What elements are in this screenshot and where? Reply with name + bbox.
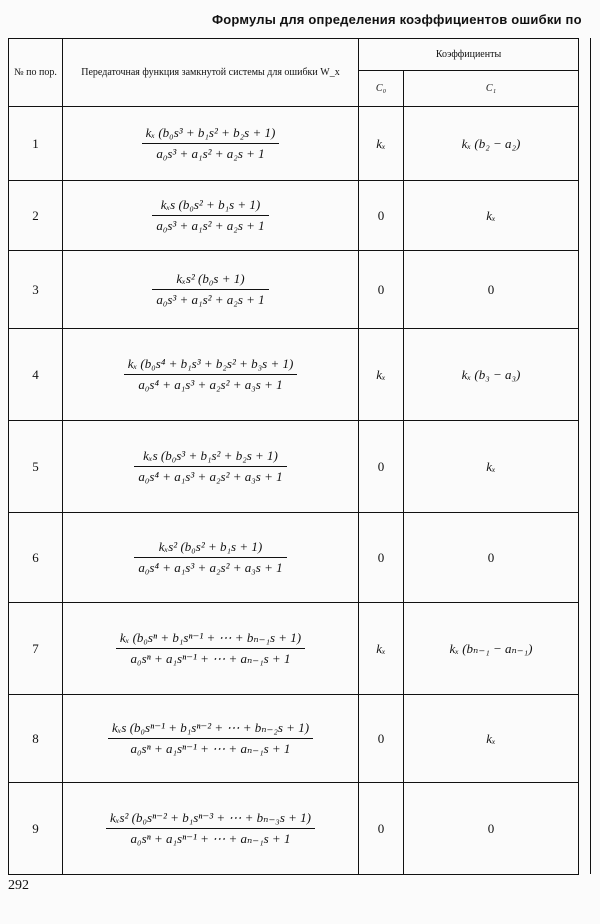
coefficient-c1: kₓ [404, 421, 579, 513]
coefficient-c1: 0 [404, 251, 579, 329]
numerator: kₓ (b₀sⁿ + b₁sⁿ⁻¹ + ⋯ + bₙ₋₁s + 1) [116, 630, 305, 649]
transfer-function [63, 783, 359, 875]
table-row [9, 251, 579, 329]
transfer-function [63, 251, 359, 329]
numerator: kₓ (b₀s³ + b₁s² + b₂s + 1) [142, 125, 280, 144]
numerator: kₓs (b₀s² + b₁s + 1) [152, 197, 268, 216]
coefficient-c1: kₓ [404, 181, 579, 251]
row-number: 2 [9, 181, 63, 251]
coefficients-table [8, 38, 579, 875]
denominator: a₀s³ + a₁s² + a₂s + 1 [156, 218, 265, 233]
denominator: a₀s⁴ + a₁s³ + a₂s² + a₃s + 1 [138, 560, 283, 575]
header-coefficients: Коэффициенты [359, 39, 579, 71]
numerator: kₓs (b₀s³ + b₁s² + b₂s + 1) [134, 448, 286, 467]
coefficient-c1: kₓ [404, 695, 579, 783]
transfer-function [63, 421, 359, 513]
table-row [9, 329, 579, 421]
coefficient-c1: kₓ (bₙ₋₁ − aₙ₋₁) [404, 603, 579, 695]
table-row [9, 107, 579, 181]
table-row [9, 695, 579, 783]
transfer-function [63, 107, 359, 181]
coefficient-c0: kₓ [359, 603, 404, 695]
transfer-function [63, 329, 359, 421]
denominator: a₀sⁿ + a₁sⁿ⁻¹ + ⋯ + aₙ₋₁s + 1 [130, 651, 291, 666]
row-number: 1 [9, 107, 63, 181]
header-number: № по пор. [9, 39, 63, 107]
row-number: 8 [9, 695, 63, 783]
coefficient-c0: 0 [359, 695, 404, 783]
header-c1: C₁ [404, 71, 579, 107]
coefficient-c1: 0 [404, 513, 579, 603]
denominator: a₀s⁴ + a₁s³ + a₂s² + a₃s + 1 [138, 469, 283, 484]
coefficient-c0: 0 [359, 783, 404, 875]
coefficient-c0: kₓ [359, 107, 404, 181]
denominator: a₀s³ + a₁s² + a₂s + 1 [156, 292, 265, 307]
table-row [9, 603, 579, 695]
numerator: kₓs² (b₀sⁿ⁻² + b₁sⁿ⁻³ + ⋯ + bₙ₋₃s + 1) [106, 810, 315, 829]
transfer-function [63, 513, 359, 603]
table-row [9, 181, 579, 251]
row-number: 4 [9, 329, 63, 421]
denominator: a₀s⁴ + a₁s³ + a₂s² + a₃s + 1 [138, 377, 283, 392]
numerator: kₓs² (b₀s + 1) [152, 271, 268, 290]
numerator: kₓs (b₀sⁿ⁻¹ + b₁sⁿ⁻² + ⋯ + bₙ₋₂s + 1) [108, 720, 313, 739]
coefficient-c1: kₓ (b₂ − a₂) [404, 107, 579, 181]
header-transfer-function: Передаточная функция замкнутой системы для ошибки W_x [63, 39, 359, 107]
row-number: 5 [9, 421, 63, 513]
table-row [9, 783, 579, 875]
table-row [9, 513, 579, 603]
row-number: 7 [9, 603, 63, 695]
coefficient-c1: 0 [404, 783, 579, 875]
row-number: 9 [9, 783, 63, 875]
header-c0: C₀ [359, 71, 404, 107]
transfer-function [63, 603, 359, 695]
transfer-function [63, 695, 359, 783]
page-title: Формулы для определения коэффициентов ошибки по [212, 12, 582, 27]
coefficient-c0: 0 [359, 421, 404, 513]
page-number: 292 [8, 878, 29, 893]
table-row [9, 421, 579, 513]
denominator: a₀sⁿ + a₁sⁿ⁻¹ + ⋯ + aₙ₋₁s + 1 [130, 831, 291, 846]
numerator: kₓs² (b₀s² + b₁s + 1) [134, 539, 286, 558]
page-edge-rule [590, 38, 591, 874]
row-number: 3 [9, 251, 63, 329]
numerator: kₓ (b₀s⁴ + b₁s³ + b₂s² + b₃s + 1) [124, 356, 298, 375]
coefficient-c0: kₓ [359, 329, 404, 421]
coefficient-c0: 0 [359, 251, 404, 329]
coefficient-c1: kₓ (b₃ − a₃) [404, 329, 579, 421]
coefficient-c0: 0 [359, 513, 404, 603]
denominator: a₀sⁿ + a₁sⁿ⁻¹ + ⋯ + aₙ₋₁s + 1 [130, 741, 291, 756]
denominator: a₀s³ + a₁s² + a₂s + 1 [156, 146, 265, 161]
coefficient-c0: 0 [359, 181, 404, 251]
row-number: 6 [9, 513, 63, 603]
transfer-function [63, 181, 359, 251]
